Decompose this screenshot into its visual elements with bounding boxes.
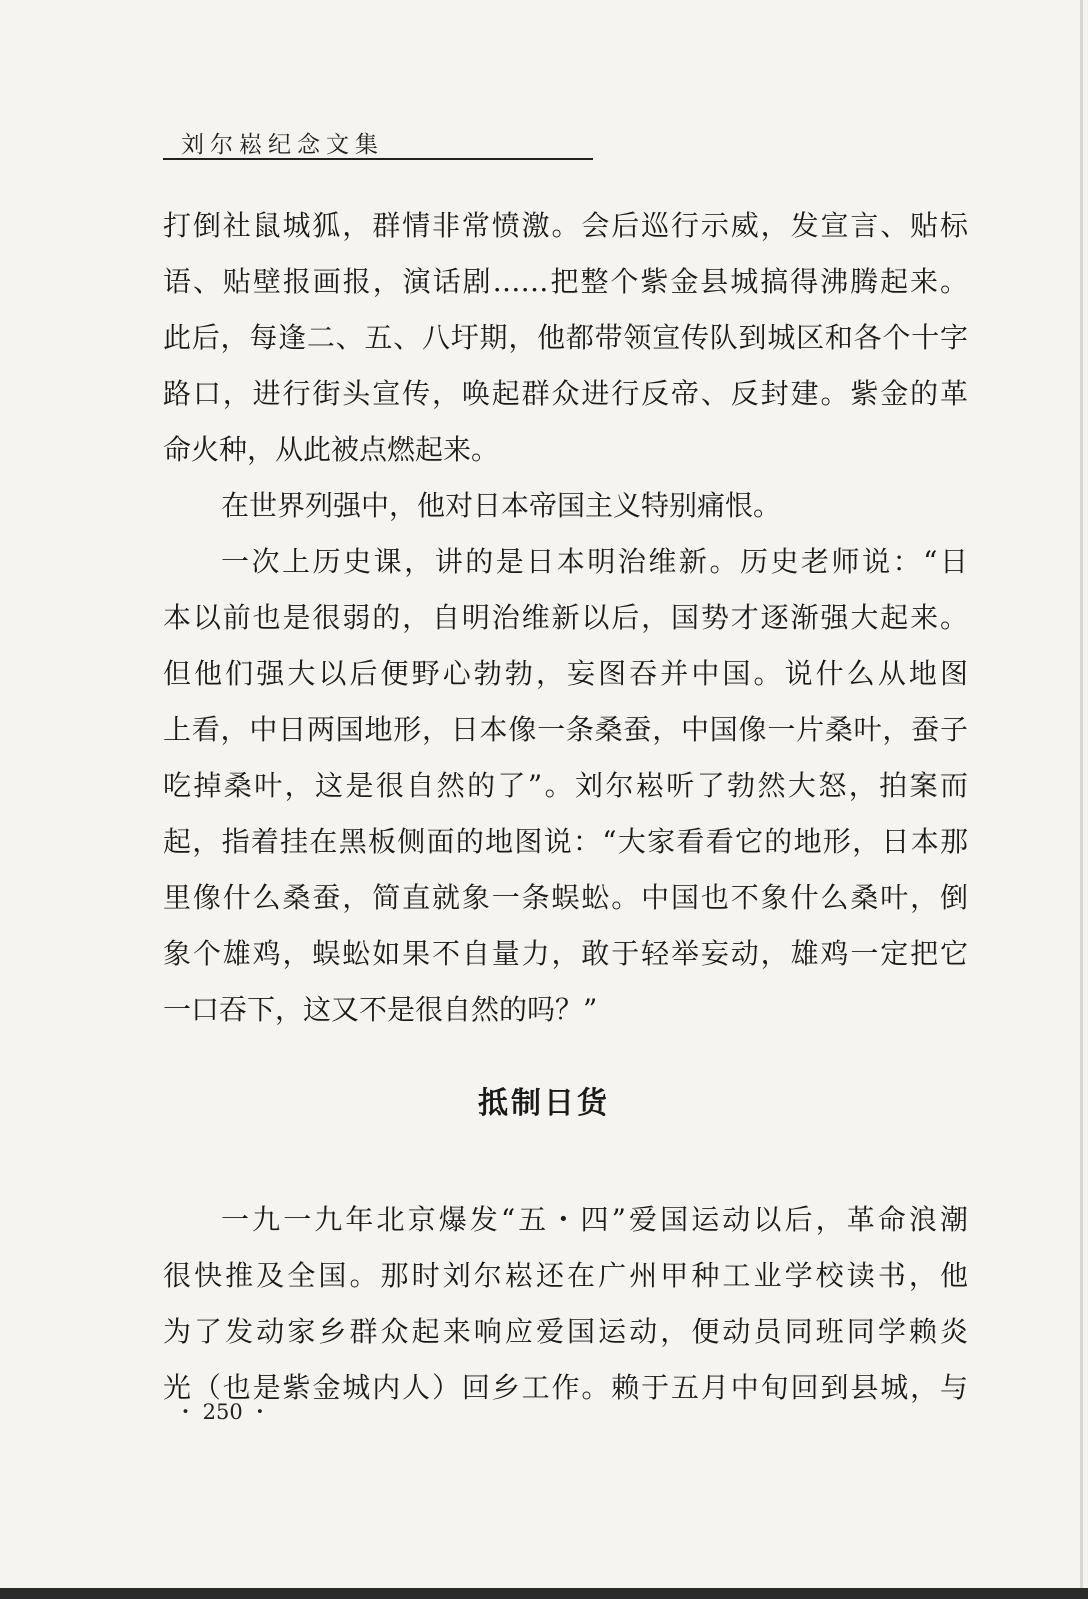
text-line: 上看，中日两国地形，日本像一条桑蚕，中国像一片桑叶，蚕子: [163, 713, 968, 746]
header-rule: [163, 158, 593, 160]
running-header-title: 刘尔崧纪念文集: [181, 132, 384, 158]
scan-edge-bottom: [0, 1588, 1088, 1599]
text-line: 语、贴壁报画报，演话剧……把整个紫金县城搞得沸腾起来。: [163, 265, 968, 298]
text-line: 光（也是紫金城内人）回乡工作。赖于五月中旬回到县城，与: [163, 1371, 968, 1404]
text-line: 很快推及全国。那时刘尔崧还在广州甲种工业学校读书，他: [163, 1259, 968, 1292]
paragraph-start-line: 一九一九年北京爆发“五・四”爱国运动以后，革命浪潮: [221, 1203, 968, 1236]
text-line: 象个雄鸡，蜈蚣如果不自量力，敢于轻举妄动，雄鸡一定把它: [163, 937, 968, 970]
paragraph-start-line: 一次上历史课，讲的是日本明治维新。历史老师说：“日: [221, 545, 968, 578]
text-line: 起，指着挂在黑板侧面的地图说：“大家看看它的地形，日本那: [163, 825, 968, 858]
section-title: 抵制日货: [478, 1086, 610, 1121]
text-line: 但他们强大以后便野心勃勃，妄图吞并中国。说什么从地图: [163, 657, 968, 690]
paragraph-start-line: 在世界列强中，他对日本帝国主义特别痛恨。: [221, 489, 782, 522]
text-line: 里像什么桑蚕，简直就象一条蜈蚣。中国也不象什么桑叶，倒: [163, 881, 968, 914]
text-line: 一口吞下，这又不是很自然的吗？”: [163, 993, 598, 1026]
text-line: 命火种，从此被点燃起来。: [163, 433, 500, 466]
scan-edge-right: [1080, 0, 1083, 1599]
text-line: 为了发动家乡群众起来响应爱国运动，便动员同班同学赖炎: [163, 1315, 968, 1348]
text-line: 打倒社鼠城狐，群情非常愤激。会后巡行示威，发宣言、贴标: [163, 209, 968, 242]
body-text-lower: [163, 1192, 968, 1416]
page-number: ・ 250 ・: [175, 1400, 271, 1424]
text-line: 本以前也是很弱的，自明治维新以后，国势才逐渐强大起来。: [163, 601, 968, 634]
body-text-upper: [163, 198, 968, 1038]
text-line: 此后，每逢二、五、八圩期，他都带领宣传队到城区和各个十字: [163, 321, 968, 354]
text-line: 吃掉桑叶，这是很自然的了”。刘尔崧听了勃然大怒，拍案而: [163, 769, 968, 802]
running-header: [163, 120, 593, 160]
text-line: 路口，进行街头宣传，唤起群众进行反帝、反封建。紫金的革: [163, 377, 968, 410]
